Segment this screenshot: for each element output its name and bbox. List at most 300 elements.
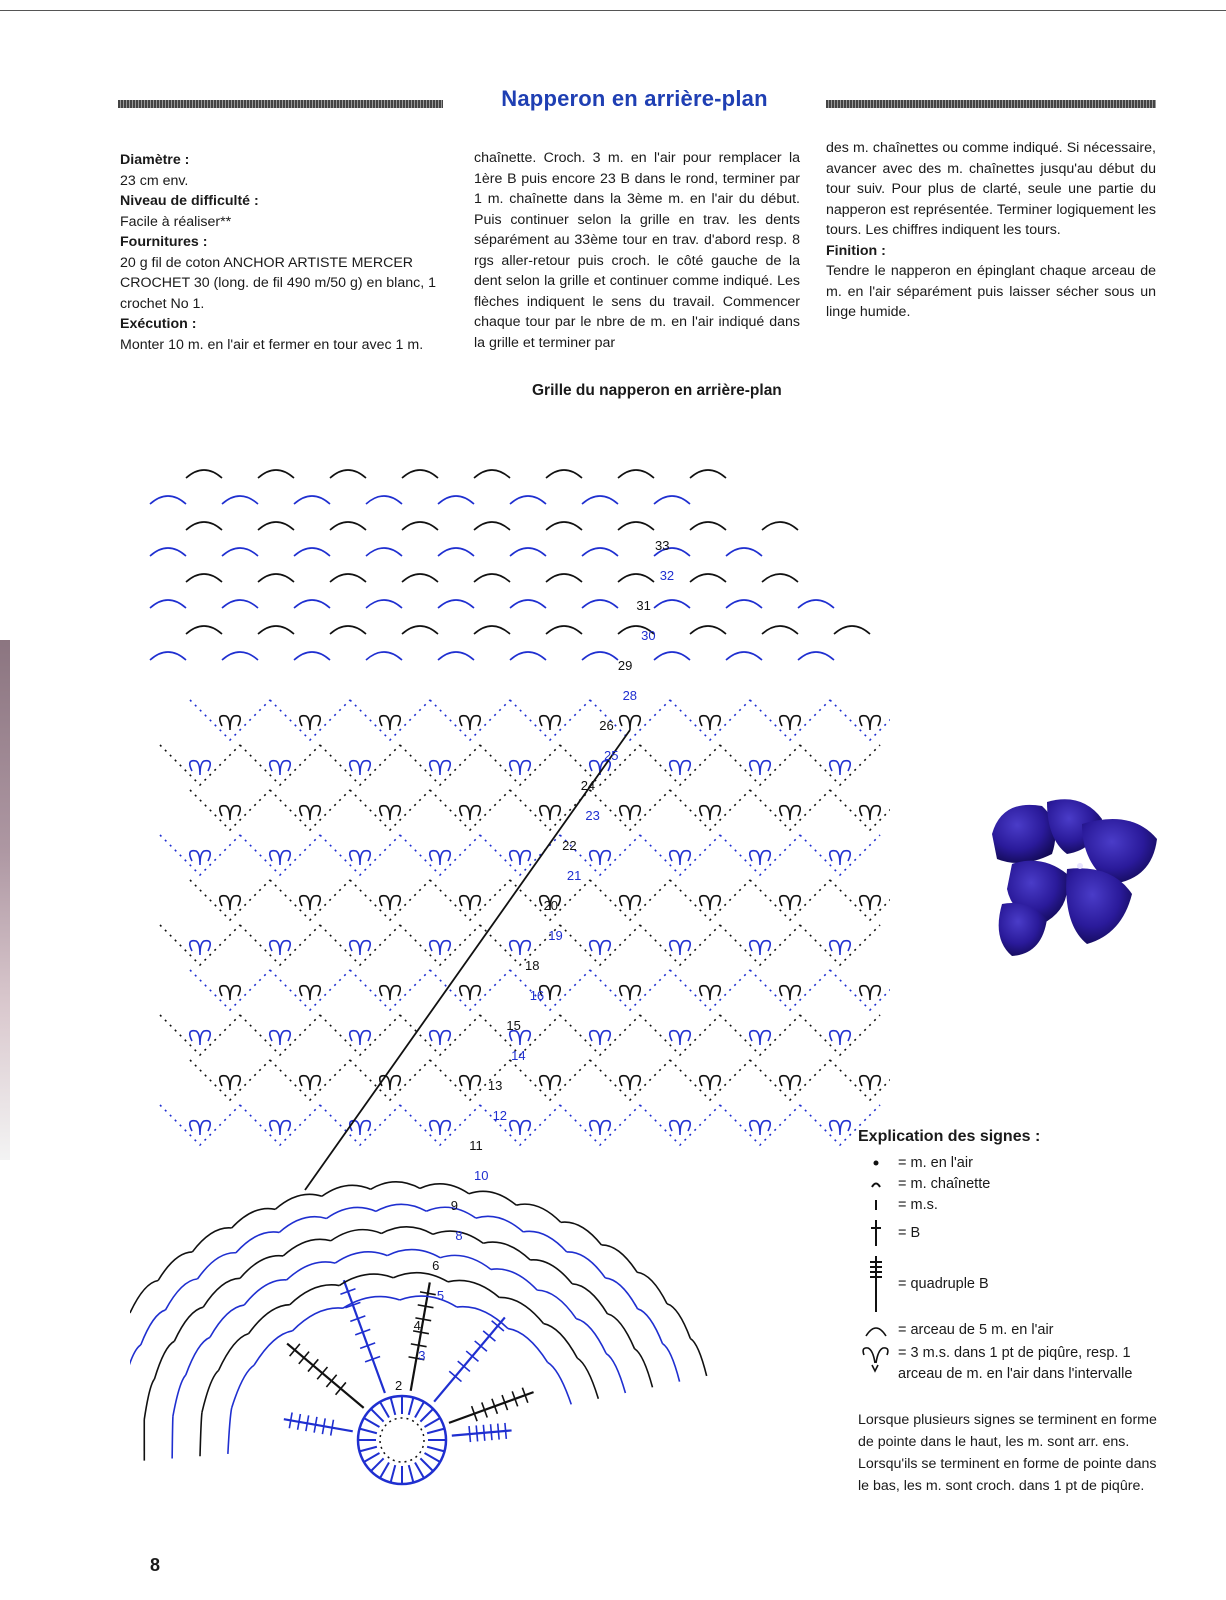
treble-stitch xyxy=(409,1397,414,1414)
legend-text: = quadruple B xyxy=(898,1276,989,1292)
three-sc-cluster xyxy=(670,1031,691,1045)
chain-arch xyxy=(330,626,366,634)
round-label: 8 xyxy=(455,1228,463,1243)
three-sc-cluster xyxy=(510,851,531,865)
three-sc-cluster xyxy=(830,941,851,955)
chain-arch xyxy=(762,574,798,582)
mesh-line xyxy=(270,970,350,1010)
three-sc-cluster xyxy=(430,1121,451,1135)
mesh-line xyxy=(640,1015,720,1055)
direction-line xyxy=(305,730,630,1190)
mesh-line xyxy=(320,1015,400,1055)
chain-arch xyxy=(402,470,438,478)
chain-arch xyxy=(275,1194,322,1209)
chain-arch xyxy=(582,548,618,556)
mesh-line xyxy=(560,745,640,785)
mesh-line xyxy=(320,745,400,785)
three-sc-cluster xyxy=(860,716,881,730)
chain-arch xyxy=(726,652,762,660)
mesh-line xyxy=(720,1015,800,1055)
chain-arch xyxy=(548,1362,572,1404)
mesh-line xyxy=(510,700,590,740)
round-label: 21 xyxy=(566,868,582,883)
cross-stitch xyxy=(498,1424,499,1440)
mesh-line xyxy=(750,1060,830,1100)
round-label: 19 xyxy=(548,928,563,943)
mesh-line xyxy=(160,1015,240,1055)
chain-arch xyxy=(576,1319,606,1354)
chain-arch xyxy=(438,600,474,608)
chain-arch xyxy=(654,652,690,660)
three-sc-cluster xyxy=(380,716,401,730)
mesh-line xyxy=(430,790,510,830)
treble-stitch xyxy=(359,1447,376,1452)
finition-value: Tendre le napperon en épinglant chaque arceau de m. en l'air séparément puis laisser sécher sous un linge humide. xyxy=(826,263,1156,320)
three-sc-cluster xyxy=(750,1031,771,1045)
three-sc-cluster xyxy=(350,761,371,775)
page-title: Napperon en arrière-plan xyxy=(501,86,768,111)
three-sc-cluster xyxy=(460,1076,481,1090)
treble-stitch xyxy=(380,1402,389,1418)
three-sc-icon xyxy=(858,1343,894,1373)
chain-arch xyxy=(330,522,366,530)
mesh-line xyxy=(560,1105,640,1145)
chain-arch xyxy=(294,600,330,608)
chain-arch xyxy=(546,522,582,530)
round-label: 31 xyxy=(636,598,651,613)
three-sc-cluster xyxy=(540,1076,561,1090)
cross-stitch xyxy=(491,1424,492,1440)
cross-stitch xyxy=(469,1426,470,1442)
treble-stitch xyxy=(427,1429,444,1434)
three-sc-cluster xyxy=(700,896,721,910)
three-sc-cluster xyxy=(270,761,291,775)
three-sc-cluster xyxy=(270,1121,291,1135)
mesh-line xyxy=(480,835,560,875)
chain-arch xyxy=(798,600,834,608)
three-sc-cluster xyxy=(860,896,881,910)
chain-arch xyxy=(330,470,366,478)
treble-stitch xyxy=(364,1418,380,1427)
chain-arch xyxy=(567,1252,606,1278)
treble-stitch xyxy=(425,1418,441,1427)
niveau-label: Niveau de difficulté : xyxy=(120,193,259,209)
round-label: 32 xyxy=(659,568,675,583)
chain-arch xyxy=(516,1204,561,1222)
legend-text: = m. chaînette xyxy=(898,1175,991,1192)
cross-stitch xyxy=(505,1423,506,1439)
chain-arch xyxy=(483,1242,530,1260)
mesh-line xyxy=(190,1060,270,1100)
three-sc-cluster xyxy=(460,806,481,820)
chain-arch xyxy=(402,626,438,634)
crochet-chart xyxy=(130,370,890,1530)
legend xyxy=(858,1128,1188,1497)
mesh-line xyxy=(640,835,720,875)
three-sc-cluster xyxy=(300,1076,321,1090)
round-label: 28 xyxy=(622,688,638,703)
legend-row xyxy=(858,1152,1188,1173)
mesh-line xyxy=(800,925,880,965)
mesh-line xyxy=(400,835,480,875)
mesh-line xyxy=(240,925,320,965)
chain-arch xyxy=(438,496,474,504)
mesh-line xyxy=(670,790,750,830)
chain-arch xyxy=(618,470,654,478)
chain-arch xyxy=(186,1337,210,1375)
round-label: 26 xyxy=(599,718,614,733)
treble-stitch xyxy=(391,1397,396,1414)
round-label: 23 xyxy=(585,808,600,823)
mesh-line xyxy=(590,790,670,830)
chain-arch xyxy=(438,548,474,556)
arch-small-icon xyxy=(858,1179,894,1189)
chain-arch xyxy=(366,652,402,660)
chain-arch xyxy=(371,1182,420,1189)
diagram-title: Grille du napperon en arrière-plan xyxy=(532,382,782,399)
round-label: 9 xyxy=(450,1198,458,1213)
chain-arch xyxy=(762,522,798,530)
three-sc-cluster xyxy=(670,851,691,865)
spoke-line xyxy=(452,1430,512,1435)
dot-icon xyxy=(858,1158,894,1168)
mesh-line xyxy=(350,1060,430,1100)
chain-arch xyxy=(202,1370,219,1412)
chain-arch xyxy=(448,1280,499,1297)
three-sc-cluster xyxy=(510,761,531,775)
three-sc-cluster xyxy=(220,986,241,1000)
chain-arch xyxy=(510,652,546,660)
round-label: 33 xyxy=(655,538,670,553)
chain-arch xyxy=(330,574,366,582)
chain-arch xyxy=(543,1324,577,1359)
mesh-line xyxy=(400,745,480,785)
chain-arch xyxy=(150,496,186,504)
round-label: 5 xyxy=(436,1288,445,1303)
three-sc-cluster xyxy=(190,941,211,955)
three-sc-cluster xyxy=(510,1121,531,1135)
chain-arch xyxy=(690,1339,706,1376)
three-sc-cluster xyxy=(270,851,291,865)
three-sc-cluster xyxy=(510,941,531,955)
three-sc-cluster xyxy=(620,896,641,910)
cross-stitch xyxy=(476,1425,477,1441)
three-sc-cluster xyxy=(620,806,641,820)
chain-arch xyxy=(400,1296,457,1307)
mesh-line xyxy=(750,880,830,920)
treble-stitch xyxy=(391,1465,396,1482)
mesh-line xyxy=(750,790,830,830)
chain-arch xyxy=(546,574,582,582)
legend-note: Lorsque plusieurs signes se terminent en forme de pointe dans le haut, les m. sont arr. ens. Lorsqu'ils se terminent en forme de pointe dans le bas, les m. sont croch. dans 1 pt de piqûre. xyxy=(858,1412,1157,1494)
mesh-line xyxy=(430,970,510,1010)
legend-text: = B xyxy=(898,1225,921,1241)
three-sc-cluster xyxy=(430,761,451,775)
treble-stitch xyxy=(409,1465,414,1482)
round-label: 24 xyxy=(580,778,596,793)
mesh-line xyxy=(560,1015,640,1055)
three-sc-cluster xyxy=(750,761,771,775)
mesh-line xyxy=(270,1060,350,1100)
three-sc-cluster xyxy=(700,806,721,820)
chain-arch xyxy=(393,1273,448,1282)
chain-arch xyxy=(726,600,762,608)
chain-arch xyxy=(582,652,618,660)
chain-arch xyxy=(635,1349,653,1388)
legend-row xyxy=(858,1173,1188,1194)
chain-arch xyxy=(582,496,618,504)
chain-arch xyxy=(249,1305,290,1334)
three-sc-cluster xyxy=(750,1121,771,1135)
three-sc-cluster xyxy=(780,896,801,910)
finition-label: Finition : xyxy=(826,242,886,259)
three-sc-cluster xyxy=(220,896,241,910)
instructions-text-continued: des m. chaînettes ou comme indiqué. Si nécessaire, avancer avec des m. chaînettes jusqu'au début du tour suiv. Pour plus de clarté, seule une partie du napperon est représentée. Terminer logiquement les tours. Les chiffres indiquent les tours. xyxy=(826,140,1156,238)
chain-arch xyxy=(420,1184,469,1194)
three-sc-cluster xyxy=(860,806,881,820)
mesh-line xyxy=(670,970,750,1010)
chain-arch xyxy=(331,1230,382,1241)
page-number: 8 xyxy=(150,1555,161,1575)
mesh-line xyxy=(270,880,350,920)
mesh-line xyxy=(750,970,830,1010)
chain-arch xyxy=(141,1310,166,1345)
mesh-line xyxy=(160,925,240,965)
round-label: 20 xyxy=(543,898,559,913)
chain-arch xyxy=(254,1331,292,1365)
three-sc-cluster xyxy=(780,716,801,730)
chain-arch xyxy=(279,1217,326,1233)
chain-arch xyxy=(173,1375,186,1416)
chain-arch xyxy=(726,548,762,556)
spoke-line xyxy=(449,1392,534,1423)
execution-value: Monter 10 m. en l'air et fermer en tour avec 1 m. xyxy=(120,336,424,353)
fournitures-value: 20 g fil de coton ANCHOR ARTISTE MERCER CROCHET 30 (long. de fil 490 m/50 g) en blanc, 1 crochet No 1. xyxy=(120,254,436,312)
chain-arch xyxy=(582,600,618,608)
chain-arch xyxy=(469,1191,516,1205)
legend-row xyxy=(858,1194,1188,1215)
treble-stitch xyxy=(371,1409,384,1422)
chain-arch xyxy=(172,1416,173,1458)
chain-arch xyxy=(150,548,186,556)
legend-text: = m.s. xyxy=(898,1196,938,1213)
treble-stitch xyxy=(359,1429,376,1434)
chain-arch xyxy=(158,1252,192,1281)
chain-arch xyxy=(618,522,654,530)
chain-arch xyxy=(690,470,726,478)
chain-arch xyxy=(491,1269,537,1290)
title-rule-left xyxy=(118,100,443,108)
mesh-line xyxy=(640,925,720,965)
mesh-line xyxy=(320,925,400,965)
chain-arch xyxy=(283,1239,331,1256)
chain-arch xyxy=(638,1309,663,1344)
mesh-line xyxy=(240,1105,320,1145)
chain-arch xyxy=(474,574,510,582)
mesh-line xyxy=(430,880,510,920)
three-sc-cluster xyxy=(270,1031,291,1045)
chain-arch xyxy=(637,1272,667,1303)
mesh-line xyxy=(430,700,510,740)
chain-arch xyxy=(240,1256,283,1279)
three-sc-cluster xyxy=(780,986,801,1000)
chain-arch xyxy=(322,1185,371,1196)
chain-arch-icon xyxy=(858,1322,894,1338)
three-sc-cluster xyxy=(220,1076,241,1090)
legend-row xyxy=(858,1343,1188,1387)
chain-arch xyxy=(667,1304,690,1339)
chain-arch xyxy=(546,470,582,478)
round-label: 14 xyxy=(511,1048,526,1063)
chain-arch xyxy=(601,1245,637,1272)
three-sc-cluster xyxy=(380,806,401,820)
treble-icon xyxy=(858,1218,894,1248)
mesh-line xyxy=(590,970,670,1010)
chain-arch xyxy=(663,1344,680,1382)
three-sc-cluster xyxy=(350,1031,371,1045)
mesh-line xyxy=(720,925,800,965)
three-sc-cluster xyxy=(540,806,561,820)
spoke-line xyxy=(287,1344,364,1408)
mesh-line xyxy=(510,1060,590,1100)
mesh-line xyxy=(240,835,320,875)
chain-arch xyxy=(290,1285,339,1305)
chain-arch xyxy=(499,1297,543,1323)
chain-arch xyxy=(192,1228,231,1252)
legend-row xyxy=(858,1215,1188,1251)
three-sc-cluster xyxy=(620,716,641,730)
three-sc-cluster xyxy=(780,1076,801,1090)
chain-arch xyxy=(236,1232,279,1253)
mesh-line xyxy=(720,835,800,875)
mesh-line xyxy=(160,835,240,875)
chain-arch xyxy=(326,1207,376,1218)
three-sc-cluster xyxy=(670,941,691,955)
chain-arch xyxy=(523,1231,567,1252)
chain-arch xyxy=(510,600,546,608)
mesh-line xyxy=(350,700,430,740)
chain-arch xyxy=(572,1284,607,1314)
chain-arch xyxy=(335,1252,387,1263)
legend-text: = 3 m.s. dans 1 pt de piqûre, resp. 1 arceau de m. en l'air dans l'intervalle xyxy=(898,1345,1133,1382)
chain-arch xyxy=(606,1354,625,1393)
chain-arch xyxy=(287,1262,336,1280)
mesh-line xyxy=(800,1015,880,1055)
mesh-line xyxy=(510,790,590,830)
chain-arch xyxy=(510,496,546,504)
chain-arch xyxy=(258,626,294,634)
round-label: 30 xyxy=(641,628,656,643)
chain-arch xyxy=(690,626,726,634)
chain-arch xyxy=(561,1222,602,1245)
three-sc-cluster xyxy=(620,1076,641,1090)
three-sc-cluster xyxy=(430,1031,451,1045)
mesh-line xyxy=(190,790,270,830)
execution-label: Exécution : xyxy=(120,316,197,332)
mesh-line xyxy=(350,970,430,1010)
three-sc-cluster xyxy=(430,941,451,955)
mesh-line xyxy=(350,880,430,920)
chain-arch xyxy=(798,652,834,660)
legend-row xyxy=(858,1251,1188,1317)
mesh-line xyxy=(480,745,560,785)
top-rule xyxy=(0,10,1226,11)
chain-arch xyxy=(222,600,258,608)
chain-arch xyxy=(228,1408,232,1454)
mesh-line xyxy=(800,835,880,875)
legend-text: = m. en l'air xyxy=(898,1154,973,1171)
round-label: 10 xyxy=(474,1168,489,1183)
three-sc-cluster xyxy=(220,806,241,820)
three-sc-cluster xyxy=(830,761,851,775)
three-sc-cluster xyxy=(590,851,611,865)
chain-arch xyxy=(232,1209,276,1228)
spoke-line xyxy=(284,1419,353,1431)
chain-arch xyxy=(366,496,402,504)
chain-arch xyxy=(440,1255,491,1269)
chain-arch xyxy=(198,1253,236,1279)
three-sc-cluster xyxy=(350,851,371,865)
three-sc-cluster xyxy=(220,716,241,730)
mesh-line xyxy=(190,880,270,920)
mesh-line xyxy=(320,835,400,875)
chain-arch xyxy=(186,626,222,634)
chain-arch xyxy=(165,1279,197,1310)
spoke-line xyxy=(434,1317,505,1401)
treble-stitch xyxy=(420,1458,433,1471)
round-label: 13 xyxy=(487,1078,503,1093)
mesh-line xyxy=(350,790,430,830)
title-rule-right xyxy=(826,100,1156,108)
three-sc-cluster xyxy=(620,986,641,1000)
chain-arch xyxy=(376,1204,426,1211)
diametre-label: Diamètre : xyxy=(120,152,190,168)
instructions-text: chaînette. Croch. 3 m. en l'air pour remplacer la 1ère B puis encore 23 B dans le rond, terminer par 1 m. chaînette dans la 3ème m. en l'air du début. Puis continuer selon la grille en trav. les dents séparément au 33ème tour en trav. d'abord resp. 8 rgs aller-retour puis croch. le côté gauche de la dent selon la grille et continuer comme indiqué. Les flèches indiquent le sens du travail. Commencer chaque tour par le nbre de m. en l'air indiqué dans la grille et terminer par xyxy=(474,150,800,351)
chain-arch xyxy=(186,470,222,478)
chart-marks xyxy=(130,470,890,1484)
treble-stitch xyxy=(364,1453,380,1462)
chain-arch xyxy=(577,1358,598,1399)
three-sc-cluster xyxy=(300,896,321,910)
mesh-line xyxy=(720,1105,800,1145)
three-sc-cluster xyxy=(540,716,561,730)
chain-arch xyxy=(258,574,294,582)
chain-arch xyxy=(690,522,726,530)
three-sc-cluster xyxy=(380,1076,401,1090)
cross-stitch xyxy=(483,1425,484,1441)
ms-icon xyxy=(858,1198,894,1212)
three-sc-cluster xyxy=(460,986,481,1000)
three-sc-cluster xyxy=(300,986,321,1000)
three-sc-cluster xyxy=(750,941,771,955)
legend-row xyxy=(858,1317,1188,1343)
three-sc-cluster xyxy=(590,941,611,955)
mesh-line xyxy=(590,1060,670,1100)
treble-stitch xyxy=(371,1458,384,1471)
mesh-line xyxy=(670,700,750,740)
three-sc-cluster xyxy=(830,1031,851,1045)
three-sc-cluster xyxy=(780,806,801,820)
chain-arch xyxy=(438,652,474,660)
chain-arch xyxy=(654,496,690,504)
mesh-line xyxy=(640,1105,720,1145)
diametre-value: 23 cm env. xyxy=(120,172,189,189)
chain-arch xyxy=(510,548,546,556)
chain-arch xyxy=(474,470,510,478)
round-label: 6 xyxy=(432,1258,440,1273)
legend-text: = arceau de 5 m. en l'air xyxy=(898,1322,1054,1338)
mesh-line xyxy=(590,880,670,920)
